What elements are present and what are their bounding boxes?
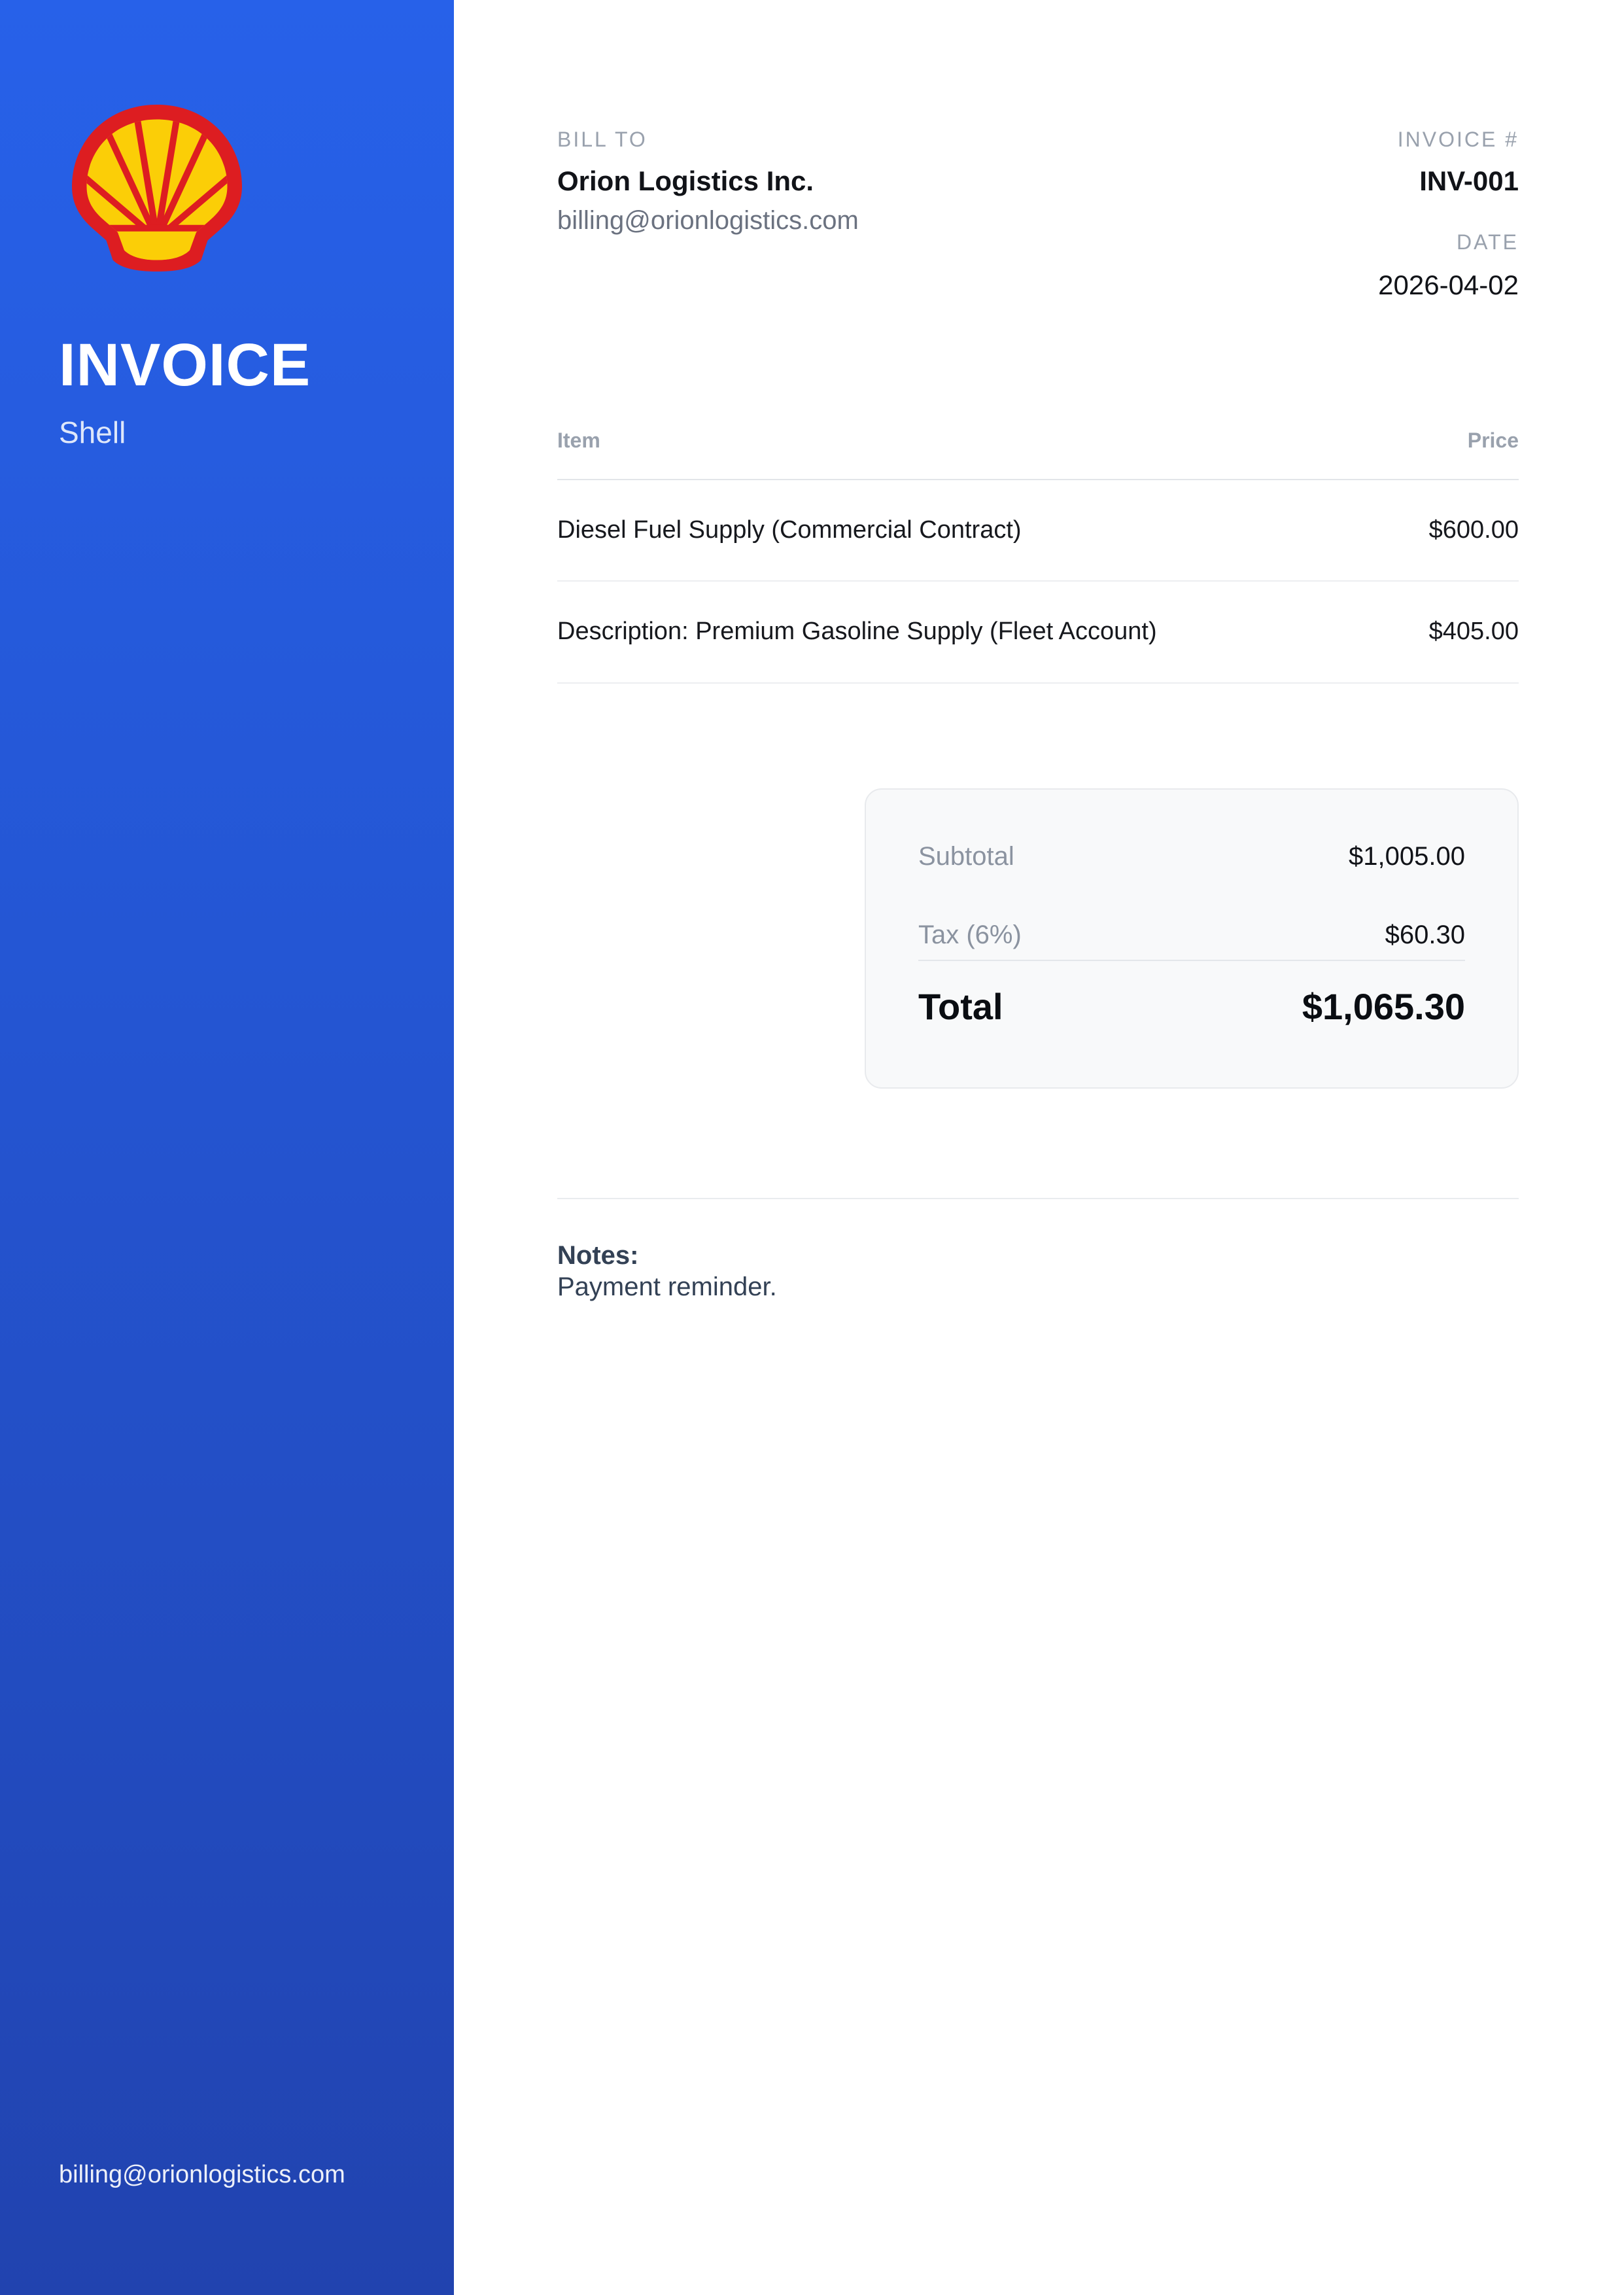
invoice-meta-block [1378,127,1519,302]
item-price-cell: $405.00 [1393,581,1519,683]
bill-to-label: BILL TO [557,128,648,151]
invoice-number-label: INVOICE # [1397,128,1519,151]
subtotal-value: $1,005.00 [1349,841,1465,871]
table-row [557,581,1519,683]
item-price-cell: $600.00 [1393,480,1519,582]
item-name-cell: Description: Premium Gasoline Supply (Fleet Account) [557,581,1393,683]
items-table-body [557,480,1519,683]
date-label: DATE [1457,230,1519,254]
bill-to-block [557,127,859,236]
invoice-date: 2026-04-02 [1378,270,1519,301]
shell-logo-icon [59,101,255,272]
sidebar-company-name: Shell [59,415,126,449]
items-table-header [557,428,1519,480]
subtotal-row [918,841,1465,872]
bill-to-email: billing@orionlogistics.com [557,205,859,235]
notes-section [557,1240,1519,1303]
totals-divider [918,960,1465,961]
tax-row [918,919,1465,951]
invoice-number: INV-001 [1419,166,1519,197]
total-value: $1,065.30 [1302,985,1465,1027]
total-label: Total [918,985,1003,1027]
bill-to-name: Orion Logistics Inc. [557,166,814,197]
subtotal-label: Subtotal [918,841,1014,871]
totals-box [865,788,1519,1089]
notes-divider [557,1198,1519,1199]
column-header-price: Price [1393,428,1519,480]
sidebar-invoice-title: INVOICE [59,332,311,398]
item-name-cell: Diesel Fuel Supply (Commercial Contract) [557,480,1393,582]
notes-text: Payment reminder. [557,1272,777,1302]
invoice-header [557,127,1519,302]
items-table-header-row [557,428,1519,480]
column-header-item: Item [557,428,1393,480]
items-table [557,428,1519,684]
tax-value: $60.30 [1385,920,1465,949]
sidebar [0,0,454,2295]
invoice-content [454,0,1624,1303]
total-row [918,985,1465,1028]
sidebar-footer-email: billing@orionlogistics.com [59,2161,345,2188]
tax-label: Tax (6%) [918,920,1022,949]
notes-label: Notes: [557,1241,639,1270]
table-row [557,480,1519,582]
